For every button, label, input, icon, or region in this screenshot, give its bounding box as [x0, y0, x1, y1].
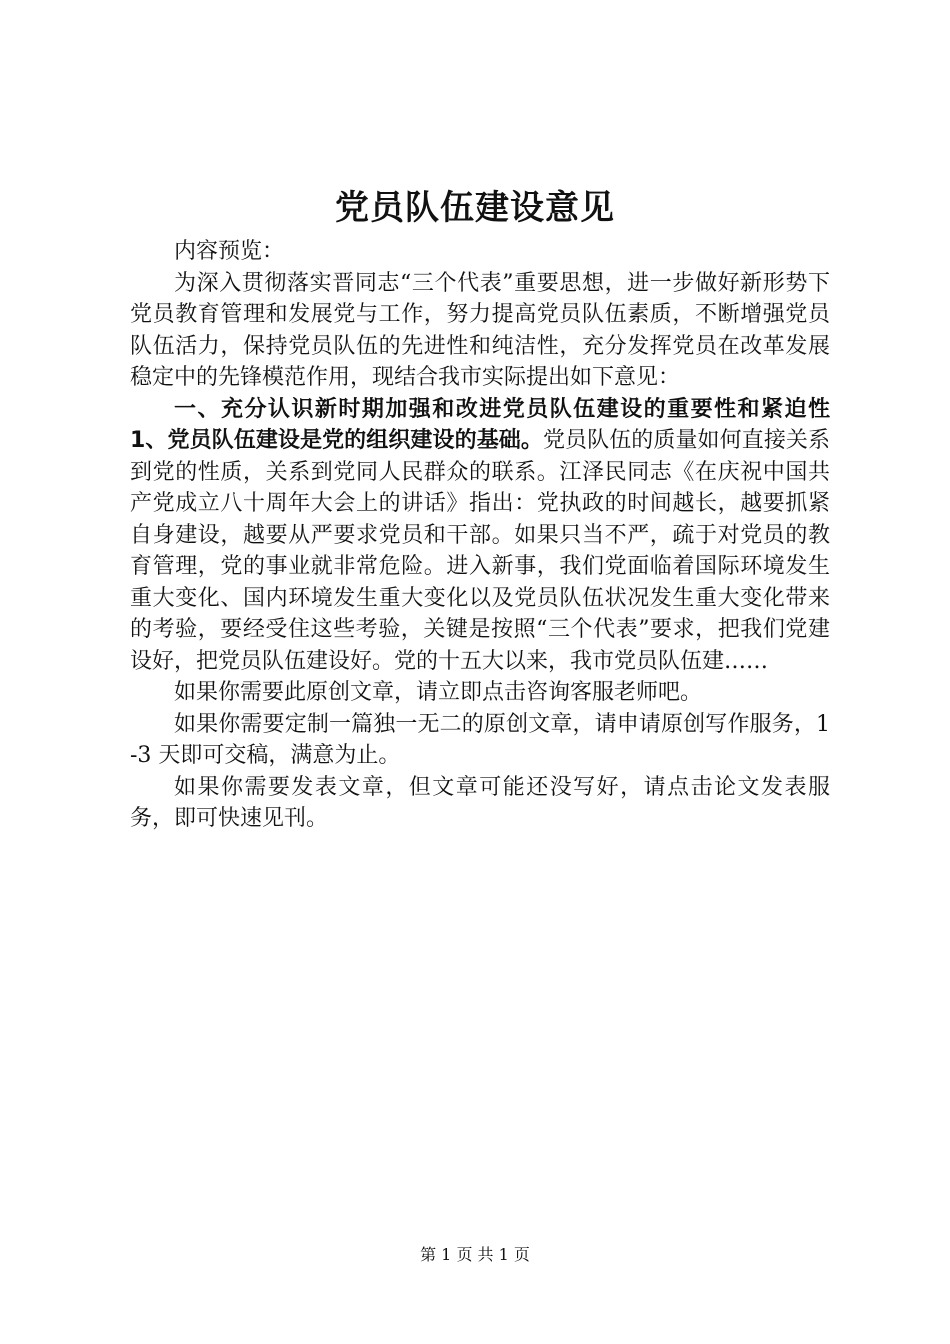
page-footer: 第 1 页 共 1 页 — [420, 1245, 530, 1264]
notice-custom-writing: 如果你需要定制一篇独一无二的原创文章，请申请原创写作服务，1-3 天即可交稿，满意为止。 — [130, 711, 830, 768]
preview-label: 内容预览： — [174, 239, 285, 264]
document-title: 党员队伍建设意见 — [335, 188, 615, 228]
document-body — [130, 236, 830, 835]
section-paragraph — [130, 394, 830, 678]
intro-paragraph: 为深入贯彻落实晋同志“三个代表”重要思想，进一步做好新形势下党员教育管理和发展党与工作，努力提高党员队伍素质，不断增强党员队伍活力，保持党员队伍的先进性和纯洁性，充分发挥党员在改革发展稳定中的先锋模范作用，现结合我市实际提出如下意见： — [130, 270, 830, 390]
section-heading: 一、充分认识新时期加强和改进党员队伍建设的重要性和紧迫性 1、党员队伍建设是党的组织建设的基础。 — [130, 396, 830, 453]
notice-consult: 如果你需要此原创文章，请立即点击咨询客服老师吧。 — [174, 680, 703, 705]
notice-publishing: 如果你需要发表文章，但文章可能还没写好，请点击论文发表服务，即可快速见刊。 — [130, 774, 830, 831]
section-body: 党员队伍的质量如何直接关系到党的性质，关系到党同人民群众的联系。江泽民同志《在庆祝中国共产党成立八十周年大会上的讲话》指出：党执政的时间越长，越要抓紧自身建设，越要从严要求党员和干部。如果只当不严，疏于对党员的教育管理，党的事业就非常危险。进入新事，我们党面临着国际环境发生重大变化、国内环境发生重大变化以及党员队伍状况发生重大变化带来的考验，要经受住这些考验，关键是按照“三个代表”要求，把我们党建设好，把党员队伍建设好。党的十五大以来，我市党员队伍建…… — [130, 428, 830, 674]
